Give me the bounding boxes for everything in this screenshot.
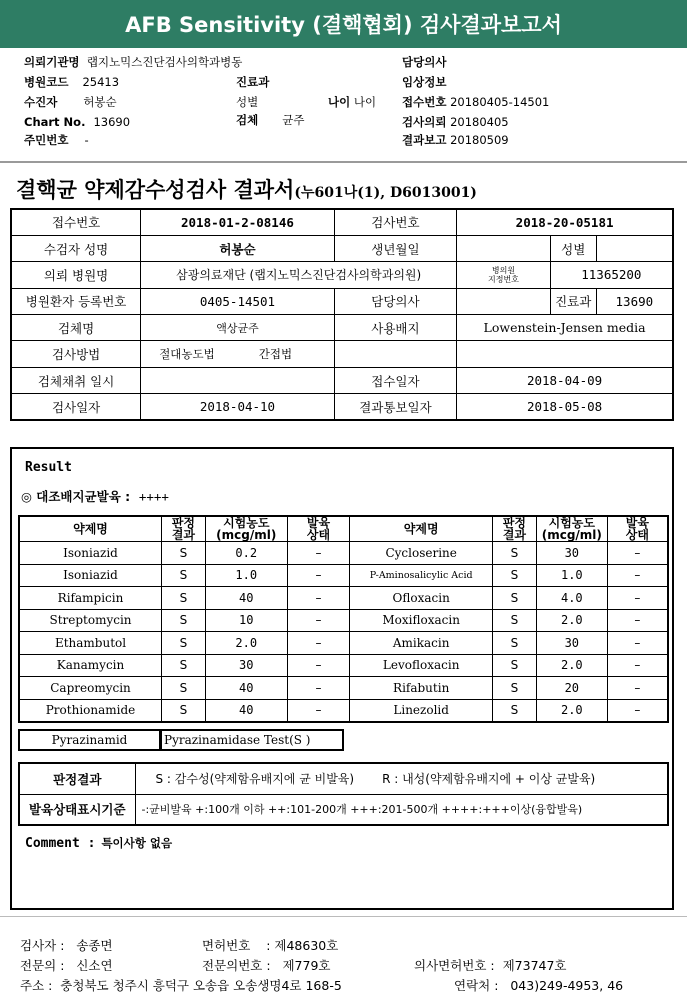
table-row: [19, 542, 668, 565]
license-label: 면허번호: [202, 938, 251, 953]
table-row: [11, 367, 673, 393]
drug-left-judge: S: [162, 609, 206, 632]
chart-label: Chart No.: [24, 115, 86, 129]
method-value: [141, 341, 335, 367]
report-date-row: [402, 133, 509, 147]
hosp-code-label: [457, 262, 551, 288]
judge-header: 판정 결과: [162, 516, 206, 542]
drug-left-conc: 40: [205, 677, 287, 700]
drug-right-judge: S: [493, 632, 537, 655]
reg-label: 병원환자 등록번호: [11, 288, 141, 314]
test-no-label: 검사번호: [334, 209, 456, 235]
reg-value: 0405-14501: [141, 288, 335, 314]
drug-left-growth: –: [287, 677, 350, 700]
drug-right-growth: –: [607, 632, 668, 655]
drug-right-conc: 1.0: [536, 564, 607, 587]
specimen-row: [236, 113, 304, 127]
institution-row: [24, 55, 242, 69]
drug-left-judge: S: [162, 632, 206, 655]
institution-value: 랩지노믹스진단검사의학과병동: [86, 55, 243, 69]
report-date-value: 20180509: [450, 133, 509, 147]
conc-header-2: 시험농도 (mcg/ml): [536, 516, 607, 542]
dept-label: 진료과: [236, 75, 270, 89]
tester: [20, 936, 113, 954]
drug-left-growth: –: [287, 542, 350, 565]
drug-right-growth: –: [607, 587, 668, 610]
specialist-label: 전문의 :: [20, 958, 65, 973]
tested-label: 검사일자: [11, 394, 141, 420]
drug-left-growth: –: [287, 632, 350, 655]
control-value: ++++: [138, 489, 169, 504]
growth-legend-value: -:균비발육 +:100개 이하 ++:101-200개 +++:201-500개 ++++:+++이상(융합발육): [135, 794, 668, 825]
drug-left-drug: Rifampicin: [19, 587, 162, 610]
chart-value: 13690: [93, 115, 131, 129]
report-heading-text: 결핵균 약제감수성검사 결과서: [16, 177, 295, 202]
comment-value: 특이사항 없음: [101, 836, 173, 850]
address-label: 주소 :: [20, 978, 53, 993]
specimen-value: 균주: [282, 113, 305, 127]
drug-left-judge: S: [162, 699, 206, 722]
notify-value: 2018-05-08: [457, 394, 673, 420]
specialist-no-label: 전문의번호 :: [202, 958, 271, 973]
drug-left-drug: Kanamycin: [19, 654, 162, 677]
dob-value: [457, 235, 551, 261]
drug-left-conc: 1.0: [205, 564, 287, 587]
growth-legend-label: 발육상태표시기준: [19, 794, 135, 825]
drug-left-drug: Isoniazid: [19, 564, 162, 587]
drug-right-conc: 2.0: [536, 609, 607, 632]
method-2: 간접법: [258, 347, 293, 362]
drug-right-judge: S: [493, 609, 537, 632]
report-heading: [16, 174, 477, 204]
drug-right-drug: Levofloxacin: [350, 654, 493, 677]
drug-right-growth: –: [607, 564, 668, 587]
test-no-value: 2018-20-05181: [457, 209, 673, 235]
legend-table: [18, 762, 669, 826]
hospital-label: 의뢰 병원명: [11, 262, 141, 288]
drug-left-conc: 30: [205, 654, 287, 677]
drug-table: [18, 515, 669, 723]
drug-right-growth: –: [607, 609, 668, 632]
drug-right-conc: 2.0: [536, 654, 607, 677]
hospital-code-value: 25413: [82, 75, 120, 89]
hospital-code-label: 병원코드: [24, 75, 69, 89]
table-row: [19, 654, 668, 677]
doctor-license: [414, 956, 567, 974]
drug-right-growth: –: [607, 677, 668, 700]
table-row: [19, 587, 668, 610]
drug-left-growth: –: [287, 654, 350, 677]
table-row: [19, 699, 668, 722]
contact: [454, 976, 623, 994]
hospital-value: 삼광의료재단 (랩지노믹스진단검사의학과의원): [141, 262, 457, 288]
table-row: [19, 677, 668, 700]
hospital-code-row: [24, 75, 119, 89]
address-value: 충청북도 청주시 흥덕구 오송읍 오송생명4로 168-5: [60, 978, 342, 993]
request-label: 검사의뢰: [402, 115, 447, 129]
drug-left-judge: S: [162, 587, 206, 610]
drug-right-judge: S: [493, 654, 537, 677]
method-1: 절대농도법: [159, 347, 215, 362]
drug-right-judge: S: [493, 699, 537, 722]
age-row: [328, 95, 376, 109]
drug-right-conc: 2.0: [536, 699, 607, 722]
comment: [25, 835, 172, 851]
judge-legend-r: R : 내성(약제함유배지에 + 이상 균발육): [382, 772, 596, 787]
comment-label: Comment :: [25, 836, 96, 851]
table-row: [11, 315, 673, 341]
method-blank-2: [457, 341, 673, 367]
specialist-value: 신소연: [76, 958, 113, 973]
table-row: [11, 209, 673, 235]
drug-left-conc: 40: [205, 587, 287, 610]
drug-right-judge: S: [493, 542, 537, 565]
tested-value: 2018-04-10: [141, 394, 335, 420]
specialist: [20, 956, 113, 974]
resident-label: 주민번호: [24, 133, 69, 147]
drug-left-judge: S: [162, 677, 206, 700]
specimen-label: 검체: [236, 113, 259, 127]
doctor-row: [402, 55, 446, 69]
table-row: [11, 262, 673, 288]
patient-info-table: [10, 208, 674, 421]
license-value: : 제48630호: [266, 938, 339, 953]
drug-right-judge: S: [493, 677, 537, 700]
request-row: [402, 115, 509, 129]
dob-label: 생년월일: [334, 235, 456, 261]
drug-left-conc: 2.0: [205, 632, 287, 655]
specialist-no-value: 제779호: [282, 958, 331, 973]
conc-header: 시험농도 (mcg/ml): [205, 516, 287, 542]
drug-left-judge: S: [162, 564, 206, 587]
receipt-no-label: 접수번호: [11, 209, 141, 235]
hosp-code-label-2: 지정번호: [488, 274, 519, 284]
drug-right-drug: Moxifloxacin: [350, 609, 493, 632]
drug-left-growth: –: [287, 609, 350, 632]
resident-row: [24, 133, 89, 147]
drug-right-conc: 20: [536, 677, 607, 700]
table-row: [19, 632, 668, 655]
address: [20, 976, 342, 994]
drug-header: 약제명: [19, 516, 162, 542]
table-row: [19, 609, 668, 632]
result-label: Result: [25, 460, 72, 475]
receipt-label: 접수번호: [402, 95, 447, 109]
drug-left-drug: Prothionamide: [19, 699, 162, 722]
drug-left-drug: Capreomycin: [19, 677, 162, 700]
table-row: [11, 288, 673, 314]
patient-row: [24, 95, 117, 109]
pyrazinamide-name: Pyrazinamid: [18, 729, 161, 751]
drug-left-drug: Isoniazid: [19, 542, 162, 565]
method-blank: [334, 341, 456, 367]
receipt-row: [402, 95, 549, 109]
sex-value: [596, 235, 673, 261]
control-label: ◎ 대조배지균발육 :: [21, 489, 131, 504]
drug-right-conc: 30: [536, 542, 607, 565]
contact-value: 043)249-4953, 46: [510, 978, 624, 993]
drug-left-drug: Streptomycin: [19, 609, 162, 632]
drug-left-judge: S: [162, 654, 206, 677]
table-row: [19, 564, 668, 587]
header-divider: [0, 161, 687, 163]
judge-legend-label: 판정결과: [19, 763, 135, 794]
age-label: 나이: [328, 95, 351, 109]
drug-right-drug: Amikacin: [350, 632, 493, 655]
dept-value-cell: 13690: [596, 288, 673, 314]
report-date-label: 결과보고: [402, 133, 447, 147]
received-label: 접수일자: [334, 367, 456, 393]
table-row: [11, 235, 673, 261]
drug-left-drug: Ethambutol: [19, 632, 162, 655]
drug-right-growth: –: [607, 654, 668, 677]
institution-label: 의뢰기관명: [24, 55, 80, 69]
notify-label: 결과통보일자: [334, 394, 456, 420]
footer-divider: [0, 916, 687, 917]
drug-table-header: [19, 516, 668, 542]
drug-left-conc: 0.2: [205, 542, 287, 565]
dept-row: [236, 75, 269, 89]
clinical-label: 임상정보: [402, 75, 447, 89]
received-value: 2018-04-09: [457, 367, 673, 393]
drug-left-growth: –: [287, 699, 350, 722]
report-title-bar: [0, 0, 687, 48]
collect-value: [141, 367, 335, 393]
hosp-code-value: 11365200: [550, 262, 673, 288]
drug-right-growth: –: [607, 542, 668, 565]
tester-label: 검사자 :: [20, 938, 65, 953]
specimen-name-label: 검체명: [11, 315, 141, 341]
drug-header-2: 약제명: [350, 516, 493, 542]
drug-right-judge: S: [493, 564, 537, 587]
medium-value: Lowenstein-Jensen media: [457, 315, 673, 341]
pyrazinamide-test: Pyrazinamidase Test(S ): [161, 729, 344, 751]
license: [202, 936, 338, 954]
table-row: [11, 394, 673, 420]
name-label: 수검자 성명: [11, 235, 141, 261]
patient-label: 수진자: [24, 95, 58, 109]
drug-left-conc: 10: [205, 609, 287, 632]
drug-left-growth: –: [287, 587, 350, 610]
drug-right-growth: –: [607, 699, 668, 722]
table-row: [19, 794, 668, 825]
doctor-license-value: 제73747호: [502, 958, 567, 973]
result-box: [10, 447, 674, 910]
tester-value: 송종면: [76, 938, 113, 953]
doctor-license-label: 의사면허번호 :: [414, 958, 495, 973]
request-value: 20180405: [450, 115, 509, 129]
drug-right-drug: Ofloxacin: [350, 587, 493, 610]
table-row: [11, 341, 673, 367]
judge-legend-value: [135, 763, 668, 794]
collect-label: 검체채취 일시: [11, 367, 141, 393]
sex-label-cell: 성별: [550, 235, 596, 261]
drug-right-drug: Cycloserine: [350, 542, 493, 565]
method-label: 검사방법: [11, 341, 141, 367]
control-growth: [21, 487, 169, 505]
receipt-value: 20180405-14501: [450, 95, 550, 109]
judge-legend-s: S : 감수성(약제함유배지에 균 비발육): [155, 772, 355, 787]
drug-right-conc: 4.0: [536, 587, 607, 610]
name-value: 허봉순: [141, 235, 335, 261]
dept-label-cell: 진료과: [550, 288, 596, 314]
hosp-code-label-1: 병의원: [491, 265, 516, 275]
specialist-no: [202, 956, 331, 974]
doctor-value-cell: [457, 288, 551, 314]
drug-right-drug: Linezolid: [350, 699, 493, 722]
sex-label: 성별: [236, 95, 259, 109]
resident-value: -: [84, 133, 89, 147]
drug-right-drug: P-Aminosalicylic Acid: [350, 564, 493, 587]
doctor-label: 담당의사: [402, 55, 447, 69]
chart-row: [24, 115, 130, 129]
growth-header: 발육 상태: [287, 516, 350, 542]
clinical-row: [402, 75, 446, 89]
growth-header-2: 발육 상태: [607, 516, 668, 542]
judge-header-2: 판정 결과: [493, 516, 537, 542]
doctor-label-cell: 담당의사: [334, 288, 456, 314]
drug-left-growth: –: [287, 564, 350, 587]
drug-right-judge: S: [493, 587, 537, 610]
table-row: [19, 763, 668, 794]
specimen-name-value: 액상균주: [141, 315, 335, 341]
receipt-no-value: 2018-01-2-08146: [141, 209, 335, 235]
drug-left-conc: 40: [205, 699, 287, 722]
age-value: 나이: [353, 95, 377, 109]
drug-right-drug: Rifabutin: [350, 677, 493, 700]
report-title: AFB Sensitivity (결핵협회) 검사결과보고서: [125, 13, 562, 37]
patient-value: 허봉순: [83, 95, 117, 109]
drug-right-conc: 30: [536, 632, 607, 655]
report-code: (누601나(1), D6013001): [294, 185, 477, 201]
contact-label: 연락처 :: [454, 978, 499, 993]
medium-label: 사용배지: [334, 315, 456, 341]
drug-left-judge: S: [162, 542, 206, 565]
